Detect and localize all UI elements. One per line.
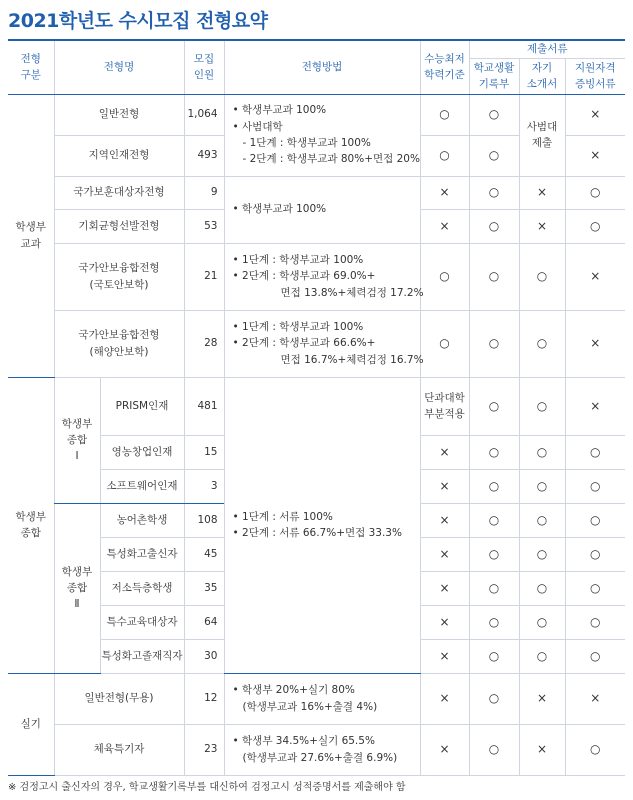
- row-doc-intro: ○: [519, 605, 565, 639]
- table-row: [8, 377, 625, 435]
- table-row: [8, 724, 625, 775]
- group-label: 학생부 종합: [8, 377, 54, 673]
- header-doc-intro: 자기 소개서: [519, 58, 565, 94]
- group-label: 학생부 교과: [8, 94, 54, 377]
- row-doc-intro: ×: [519, 673, 565, 724]
- row-csat: ×: [420, 571, 469, 605]
- row-doc-intro: ○: [519, 639, 565, 673]
- row-doc-proof: ○: [565, 537, 625, 571]
- row-doc-record: ○: [469, 673, 519, 724]
- row-csat: ×: [420, 605, 469, 639]
- header-quota: 모집 인원: [184, 40, 224, 94]
- row-quota: 3: [184, 469, 224, 503]
- row-doc-intro: ○: [519, 469, 565, 503]
- row-csat: ×: [420, 209, 469, 243]
- row-doc-intro: ○: [519, 537, 565, 571]
- row-doc-intro: ○: [519, 435, 565, 469]
- row-method: • 학생부교과 100% • 사범대학 - 1단계 : 학생부교과 100% - 2단계 : 학생부교과 80%+면접 20%: [224, 94, 420, 176]
- row-name: 저소득층학생: [100, 571, 184, 605]
- table-row: [8, 176, 625, 209]
- row-doc-record: ○: [469, 209, 519, 243]
- row-doc-record: ○: [469, 639, 519, 673]
- row-doc-proof: ○: [565, 571, 625, 605]
- group-label: 실기: [8, 673, 54, 775]
- row-method: • 1단계 : 학생부교과 100% • 2단계 : 학생부교과 69.0%+ 면접 13.8%+체력검정 17.2%: [224, 243, 420, 310]
- row-quota: 30: [184, 639, 224, 673]
- row-quota: 21: [184, 243, 224, 310]
- row-doc-proof: ○: [565, 209, 625, 243]
- row-doc-proof: ×: [565, 673, 625, 724]
- table-row: [8, 243, 625, 310]
- row-csat: ○: [420, 310, 469, 377]
- row-doc-intro: 사범대 제출: [519, 94, 565, 176]
- row-doc-record: ○: [469, 176, 519, 209]
- row-doc-intro: ○: [519, 571, 565, 605]
- row-quota: 481: [184, 377, 224, 435]
- row-doc-proof: ○: [565, 176, 625, 209]
- row-csat: ×: [420, 503, 469, 537]
- row-csat: ○: [420, 243, 469, 310]
- row-name: 특수교육대상자: [100, 605, 184, 639]
- row-method: • 1단계 : 서류 100% • 2단계 : 서류 66.7%+면접 33.3%: [224, 377, 420, 673]
- row-csat: ○: [420, 135, 469, 176]
- row-quota: 108: [184, 503, 224, 537]
- row-name: 농어촌학생: [100, 503, 184, 537]
- row-doc-proof: ×: [565, 94, 625, 135]
- row-doc-record: ○: [469, 724, 519, 775]
- footnote: ※ 검정고시 출신자의 경우, 학교생활기록부를 대신하여 검정고시 성적증명서를 제출해야 함: [8, 782, 406, 793]
- header-type-group: 전형 구분: [8, 40, 54, 94]
- row-name: 지역인재전형: [54, 135, 184, 176]
- row-name: 체육특기자: [54, 724, 184, 775]
- row-doc-proof: ○: [565, 503, 625, 537]
- header-doc-proof: 지원자격 증빙서류: [565, 58, 625, 94]
- page-title: 2021학년도 수시모집 전형요약: [8, 10, 268, 32]
- row-method: • 1단계 : 학생부교과 100% • 2단계 : 학생부교과 66.6%+ 면접 16.7%+체력검정 16.7%: [224, 310, 420, 377]
- row-doc-intro: ○: [519, 243, 565, 310]
- row-name: 영농창업인재: [100, 435, 184, 469]
- row-doc-proof: ○: [565, 724, 625, 775]
- row-quota: 35: [184, 571, 224, 605]
- row-csat: ×: [420, 639, 469, 673]
- subgroup-label: 학생부 종합 Ⅱ: [54, 503, 100, 673]
- row-csat: ×: [420, 537, 469, 571]
- row-doc-record: ○: [469, 243, 519, 310]
- row-doc-proof: ×: [565, 377, 625, 435]
- header-method: 전형방법: [224, 40, 420, 94]
- row-doc-proof: ×: [565, 243, 625, 310]
- row-doc-record: ○: [469, 377, 519, 435]
- row-name: 일반전형: [54, 94, 184, 135]
- row-quota: 9: [184, 176, 224, 209]
- row-quota: 15: [184, 435, 224, 469]
- row-doc-intro: ○: [519, 503, 565, 537]
- table-row: [8, 94, 625, 135]
- row-csat: ×: [420, 435, 469, 469]
- row-csat: ×: [420, 724, 469, 775]
- table-row: [8, 310, 625, 377]
- row-quota: 45: [184, 537, 224, 571]
- row-doc-record: ○: [469, 537, 519, 571]
- row-name: 국가보훈대상자전형: [54, 176, 184, 209]
- header-csat: 수능최저 학력기준: [420, 40, 469, 94]
- row-name: 특성화고졸재직자: [100, 639, 184, 673]
- row-name: 특성화고출신자: [100, 537, 184, 571]
- row-name: 기회균형선발전형: [54, 209, 184, 243]
- row-name: 소프트웨어인재: [100, 469, 184, 503]
- row-doc-record: ○: [469, 469, 519, 503]
- row-doc-record: ○: [469, 503, 519, 537]
- row-quota: 23: [184, 724, 224, 775]
- row-csat: ×: [420, 673, 469, 724]
- row-quota: 493: [184, 135, 224, 176]
- header-doc-record: 학교생활 기록부: [469, 58, 519, 94]
- header-name: 전형명: [54, 40, 184, 94]
- row-name: 국가안보융합전형 (해양안보학): [54, 310, 184, 377]
- row-doc-record: ○: [469, 94, 519, 135]
- admission-summary-table: [8, 39, 625, 776]
- row-doc-intro: ×: [519, 209, 565, 243]
- row-doc-proof: ○: [565, 469, 625, 503]
- subgroup-label: 학생부 종합 Ⅰ: [54, 377, 100, 503]
- row-doc-proof: ×: [565, 135, 625, 176]
- row-method: • 학생부교과 100%: [224, 176, 420, 243]
- row-doc-record: ○: [469, 135, 519, 176]
- row-doc-intro: ×: [519, 176, 565, 209]
- row-doc-intro: ○: [519, 377, 565, 435]
- row-method: • 학생부 20%+실기 80% (학생부교과 16%+출결 4%): [224, 673, 420, 724]
- row-doc-proof: ○: [565, 435, 625, 469]
- row-doc-record: ○: [469, 435, 519, 469]
- row-doc-proof: ○: [565, 605, 625, 639]
- row-doc-intro: ○: [519, 310, 565, 377]
- row-doc-record: ○: [469, 571, 519, 605]
- row-quota: 28: [184, 310, 224, 377]
- row-name: PRISM인재: [100, 377, 184, 435]
- row-doc-record: ○: [469, 605, 519, 639]
- row-csat: 단과대학 부분적용: [420, 377, 469, 435]
- row-csat: ×: [420, 469, 469, 503]
- table-row: [8, 673, 625, 724]
- row-csat: ○: [420, 94, 469, 135]
- row-quota: 1,064: [184, 94, 224, 135]
- row-method: • 학생부 34.5%+실기 65.5% (학생부교과 27.6%+출결 6.9%): [224, 724, 420, 775]
- row-quota: 53: [184, 209, 224, 243]
- header-docs-group: 제출서류: [469, 40, 625, 58]
- row-quota: 64: [184, 605, 224, 639]
- row-doc-proof: ×: [565, 310, 625, 377]
- row-doc-proof: ○: [565, 639, 625, 673]
- row-quota: 12: [184, 673, 224, 724]
- row-name: 국가안보융합전형 (국토안보학): [54, 243, 184, 310]
- row-doc-intro: ×: [519, 724, 565, 775]
- row-csat: ×: [420, 176, 469, 209]
- row-name: 일반전형(무용): [54, 673, 184, 724]
- row-doc-record: ○: [469, 310, 519, 377]
